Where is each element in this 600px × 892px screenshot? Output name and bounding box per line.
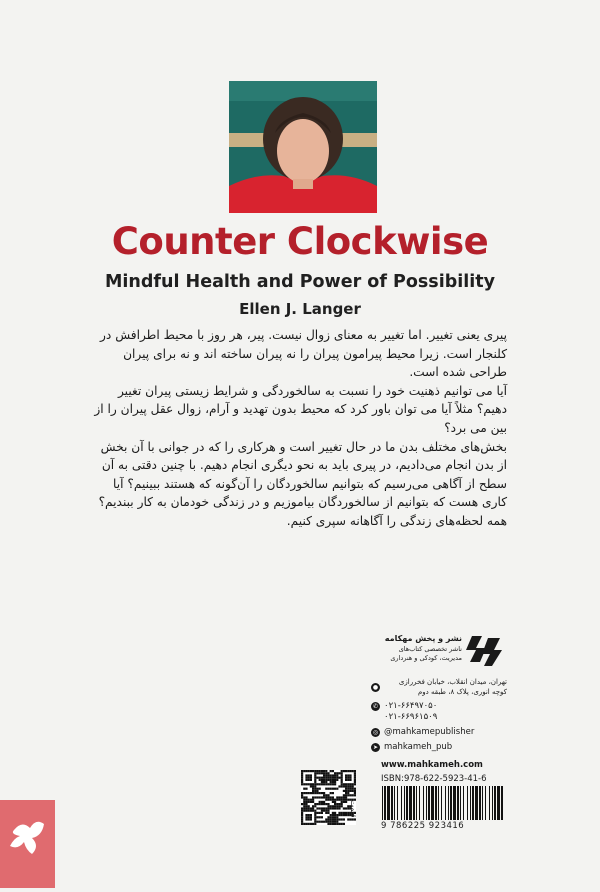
phone-row bbox=[371, 701, 507, 711]
phone-2: ۰۲۱-۶۶۹۶۱۵۰۹ bbox=[384, 712, 438, 722]
website: www.mahkameh.com bbox=[381, 760, 483, 770]
paragraph: همه لحظه‌های زندگی را آگاهانه سپری کنیم. bbox=[286, 513, 507, 528]
telegram-handle: mahkameh_pub bbox=[384, 742, 453, 752]
instagram-icon: ◎ bbox=[372, 728, 379, 736]
author-photo bbox=[229, 81, 377, 213]
address-text: تهران، میدان انقلاب، خیابان فخررازی کوچه انوری، پلاک ۸، طبقه دوم bbox=[398, 678, 507, 696]
phone-1: ۰۲۱-۶۶۴۹۷۰۵۰ bbox=[384, 701, 438, 711]
publisher-description: ناشر تخصصی کتاب‌های مدیریت، کودکی و هنرداری bbox=[390, 645, 462, 662]
location-icon: ● bbox=[372, 683, 379, 691]
qr-code-icon bbox=[301, 770, 356, 825]
author-name: Ellen J. Langer bbox=[239, 300, 361, 318]
publisher-logo-icon bbox=[466, 632, 502, 670]
book-title: Counter Clockwise bbox=[111, 220, 489, 263]
paragraph: بخش‌های مختلف بدن ما در حال تغییر است و هرکاری را که در جوانی با آن بخش از بدن انجام می‌دادیم، در پیری باید به نحو دیگری انجام دهیم. با چنین دقتی به آن سطح از آگاهی می‌رسیم که بتوانیم سالخوردگان را آن‌گونه که هستند ببینیم؟ آیا کاری هست که بتوانیم از سالخوردگان بیاموزیم و در زندگی خودمان به کار ببندیم؟ bbox=[98, 439, 507, 510]
butterfly-icon bbox=[0, 800, 55, 888]
back-cover-text bbox=[92, 326, 507, 531]
instagram-handle: @mahkamepublisher bbox=[384, 727, 475, 737]
paragraph: پیری یعنی تغییر. اما تغییر به معنای زوال نیست. پیر، هر روز با محیط اطرافش در کلنجار است. زیرا محیط پیرامون پیران را نه پیران ساخته اند و نه برای پیران طراحی شده است. bbox=[100, 328, 507, 380]
phone-icon: ✆ bbox=[372, 702, 379, 710]
instagram-row bbox=[371, 727, 507, 737]
isbn: ISBN:978-622-5923-41-6 bbox=[381, 774, 487, 784]
phone-row-2 bbox=[371, 712, 520, 722]
paragraph: آیا می توانیم ذهنیت خود را نسبت به سالخوردگی و شرایط زیستی پیران تغییر دهیم؟ مثلاً آیا می توان باور کرد که محیط بدون تهدید و آرام، زوال عقل پیران را از بین می برد؟ bbox=[94, 383, 507, 435]
publisher-name: نشر و پخش مهکامه bbox=[384, 634, 462, 643]
telegram-icon: ➤ bbox=[372, 743, 379, 751]
address-row bbox=[371, 677, 507, 697]
book-subtitle: Mindful Health and Power of Possibility bbox=[105, 272, 495, 292]
barcode-number: 9 786225 923416 bbox=[381, 821, 465, 831]
price-label: قیمت bbox=[349, 800, 358, 818]
telegram-row bbox=[371, 742, 507, 752]
corner-butterfly-tab bbox=[0, 800, 55, 888]
barcode-icon bbox=[380, 786, 506, 820]
